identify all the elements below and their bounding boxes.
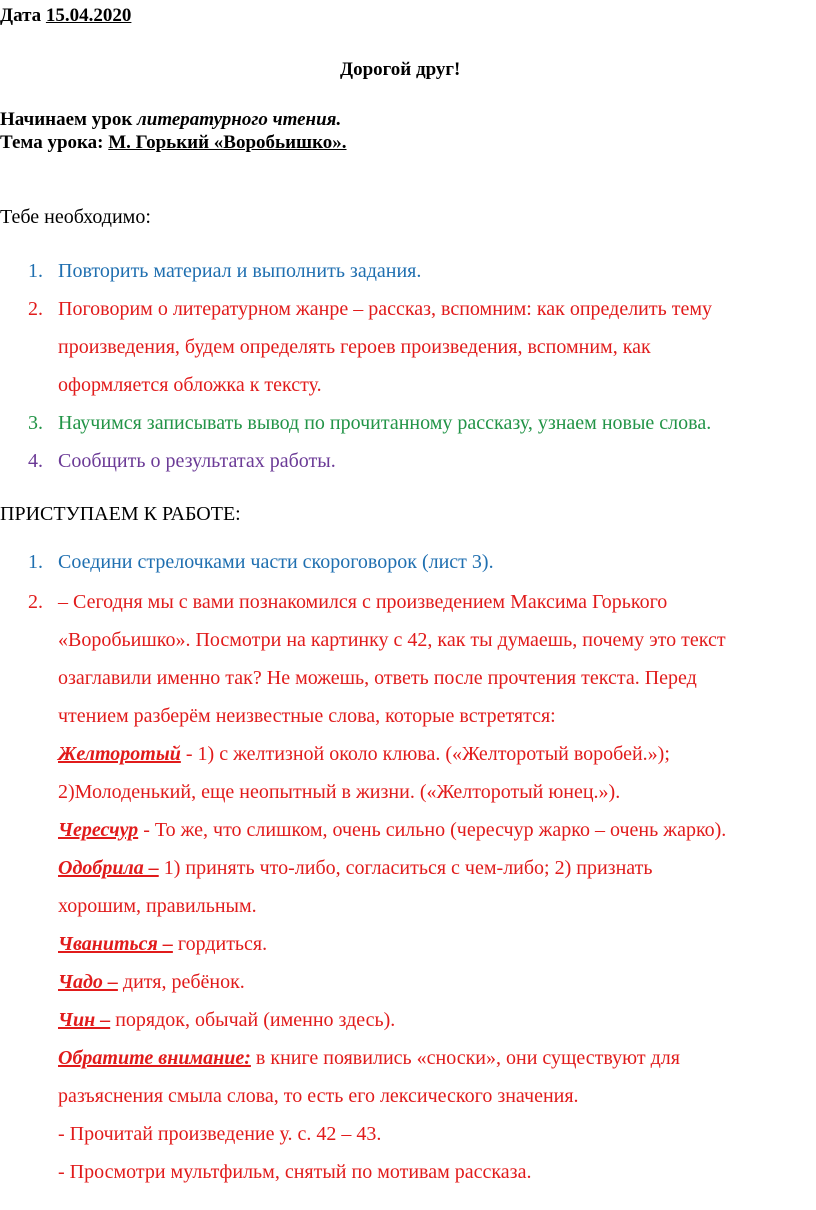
needs-item-2-text-2: произведения, будем определять героев произведения, вспомним, как xyxy=(58,336,651,358)
task-watch-text: - Просмотри мультфильм, снятый по мотивам рассказа. xyxy=(58,1161,532,1183)
attention-note-continued xyxy=(58,1084,579,1108)
vocab-definition: 2)Молоденький, еще неопытный в жизни. («Желторотый юнец.»). xyxy=(58,781,621,803)
date-line xyxy=(0,4,131,28)
task-read-text: - Прочитай произведение у. с. 42 – 43. xyxy=(58,1123,382,1145)
vocab-entry xyxy=(58,856,653,880)
vocab-definition: 1) принять что-либо, согласиться с чем-либо; 2) признать xyxy=(158,857,653,879)
lesson-subject: литературного чтения. xyxy=(137,109,342,130)
lesson-line xyxy=(0,108,341,132)
vocab-term: Чваниться – xyxy=(58,933,173,955)
vocab-entry xyxy=(58,1008,395,1032)
needs-item-1-number: 1. xyxy=(28,260,43,282)
attention-text: разъяснения смыла слова, то есть его лексического значения. xyxy=(58,1085,579,1107)
vocab-definition: дитя, ребёнок. xyxy=(117,971,245,993)
work-item-2-number: 2. xyxy=(28,591,43,613)
work-item-2-text-1: – Сегодня мы с вами познакомился с произведением Максима Горького xyxy=(58,591,668,613)
vocab-definition: То же, что слишком, очень сильно (чересчур жарко – очень жарко). xyxy=(149,819,727,841)
lesson-prefix: Начинаем урок xyxy=(0,109,133,130)
needs-intro: Тебе необходимо: xyxy=(0,206,151,228)
vocab-term: Чересчур xyxy=(58,819,139,841)
needs-item-1-text: Повторить материал и выполнить задания. xyxy=(58,260,422,282)
needs-item-2-number: 2. xyxy=(28,298,43,320)
vocab-term: Желторотый xyxy=(58,743,181,765)
vocab-definition: хорошим, правильным. xyxy=(58,895,257,917)
needs-item-4-number: 4. xyxy=(28,450,43,472)
vocab-term: Чадо – xyxy=(58,971,118,993)
topic-value: М. Горький «Воробьишко». xyxy=(108,132,347,153)
needs-item-3-text: Научимся записывать вывод по прочитанному рассказу, узнаем новые слова. xyxy=(58,412,712,434)
task-read xyxy=(58,1122,381,1146)
vocab-entry xyxy=(58,742,670,766)
attention-label: Обратите внимание: xyxy=(58,1047,251,1069)
topic-line xyxy=(0,131,347,155)
vocab-entry xyxy=(58,932,267,956)
date-value: 15.04.2020 xyxy=(45,5,132,26)
vocab-definition: 1) с желтизной около клюва. («Желторотый воробей.»); xyxy=(192,743,670,765)
attention-text: в книге появились «сноски», они существуют для xyxy=(250,1047,680,1069)
attention-note xyxy=(58,1046,680,1070)
work-item-1-text: Соедини стрелочками части скороговорок (лист 3). xyxy=(58,551,494,573)
needs-item-4-text: Сообщить о результатах работы. xyxy=(58,450,336,472)
needs-item-2-text-3: оформляется обложка к тексту. xyxy=(58,374,322,396)
vocab-entry xyxy=(58,970,245,994)
needs-item-3-number: 3. xyxy=(28,412,43,434)
vocab-separator: - xyxy=(180,743,193,765)
vocab-definition: гордиться. xyxy=(172,933,268,955)
vocab-term: Чин – xyxy=(58,1009,111,1031)
topic-label: Тема урока: xyxy=(0,132,104,153)
vocab-entry xyxy=(58,780,620,804)
work-heading: ПРИСТУПАЕМ К РАБОТЕ: xyxy=(0,503,241,525)
vocab-entry xyxy=(58,894,257,918)
greeting: Дорогой друг! xyxy=(340,59,461,80)
vocab-definition: порядок, обычай (именно здесь). xyxy=(110,1009,396,1031)
work-item-2-text-2: «Воробьишко». Посмотри на картинку с 42, как ты думаешь, почему это текст xyxy=(58,629,726,651)
work-item-1-number: 1. xyxy=(28,551,43,573)
vocab-term: Одобрила – xyxy=(58,857,159,879)
vocab-separator: - xyxy=(138,819,150,841)
needs-item-2-text-1: Поговорим о литературном жанре – рассказ, вспомним: как определить тему xyxy=(58,298,713,320)
date-label: Дата xyxy=(0,5,42,26)
task-watch xyxy=(58,1160,531,1184)
work-item-2-text-4: чтением разберём неизвестные слова, которые встретятся: xyxy=(58,705,556,727)
work-item-2-text-3: озаглавили именно так? Не можешь, ответь после прочтения текста. Перед xyxy=(58,667,697,689)
vocab-entry xyxy=(58,818,726,842)
